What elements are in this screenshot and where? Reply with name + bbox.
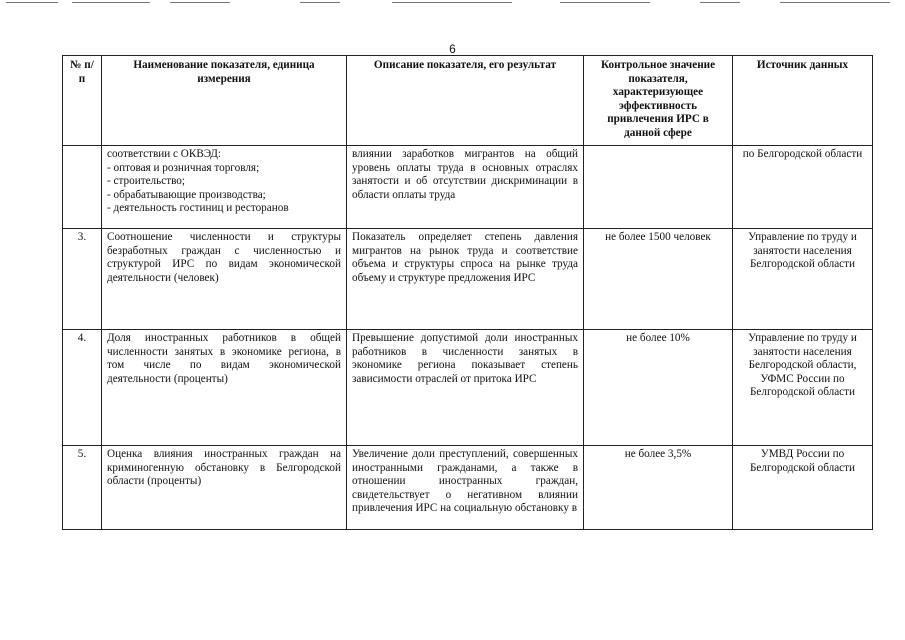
cell-num: 4. xyxy=(63,330,102,446)
cell-description: влиянии заработков мигрантов на общий уровень оплаты труда в основных отраслях занятости и об отсутствии дискриминации в области оплаты труда xyxy=(347,146,584,229)
cell-name: Оценка влияния иностранных граждан на криминогенную обстановку в Белгородской области (проценты) xyxy=(102,446,347,530)
header-name: Наименование показателя, единица измерения xyxy=(102,56,347,146)
cell-description: Превышение допустимой доли иностранных работников в численности занятых в экономике региона показывает степень зависимости отраслей от притока ИРС xyxy=(347,330,584,446)
cell-description: Показатель определяет степень давления мигрантов на рынок труда и соответствие объема и структуры спроса на рынке труда объему и структуре предложения ИРС xyxy=(347,229,584,330)
cell-num: 5. xyxy=(63,446,102,530)
cell-description: Увеличение доли преступлений, совершенных иностранными гражданами, а также в отношении иностранных граждан, свидетельствует о негативном влиянии привлечения ИРС на социальную обстановку в xyxy=(347,446,584,530)
table-row xyxy=(63,229,873,330)
header-description: Описание показателя, его результат xyxy=(347,56,584,146)
cell-source: УМВД России по Белгородской области xyxy=(733,446,873,530)
page-number: 6 xyxy=(449,42,456,56)
indicators-table xyxy=(62,55,873,530)
table-row xyxy=(63,330,873,446)
name-line: - строительство; xyxy=(107,175,185,187)
cell-name: Соотношение численности и структуры безработных граждан с численностью и структурой ИРС по видам экономической деятельности (человек) xyxy=(102,229,347,330)
cell-name xyxy=(102,146,347,229)
table-row-continuation xyxy=(63,146,873,229)
header-source: Источник данных xyxy=(733,56,873,146)
name-line: соответствии с ОКВЭД: xyxy=(107,148,221,160)
name-line: - обрабатывающие производства; xyxy=(107,188,266,201)
cell-source: Управление по труду и занятости населения Белгородской области, УФМС России по Белгородской области xyxy=(733,330,873,446)
name-line: - деятельность гостиниц и ресторанов xyxy=(107,202,289,214)
cell-control-value: не более 1500 человек xyxy=(584,229,733,330)
cell-source: Управление по труду и занятости населения Белгородской области xyxy=(733,229,873,330)
table-row xyxy=(63,446,873,530)
cell-num xyxy=(63,146,102,229)
cell-control-value xyxy=(584,146,733,229)
header-control-value: Контрольное значение показателя, характеризующее эффективность привлечения ИРС в данной сфере xyxy=(584,56,733,146)
name-line: - оптовая и розничная торговля; xyxy=(107,161,260,174)
table-header-row xyxy=(63,56,873,146)
header-num: № п/п xyxy=(63,56,102,146)
cell-source: по Белгородской области xyxy=(733,146,873,229)
scan-artifact-lines xyxy=(0,0,905,8)
cell-control-value: не более 3,5% xyxy=(584,446,733,530)
cell-name: Доля иностранных работников в общей численности занятых в экономике региона, в том числе по видам экономической деятельности (проценты) xyxy=(102,330,347,446)
cell-num: 3. xyxy=(63,229,102,330)
cell-control-value: не более 10% xyxy=(584,330,733,446)
